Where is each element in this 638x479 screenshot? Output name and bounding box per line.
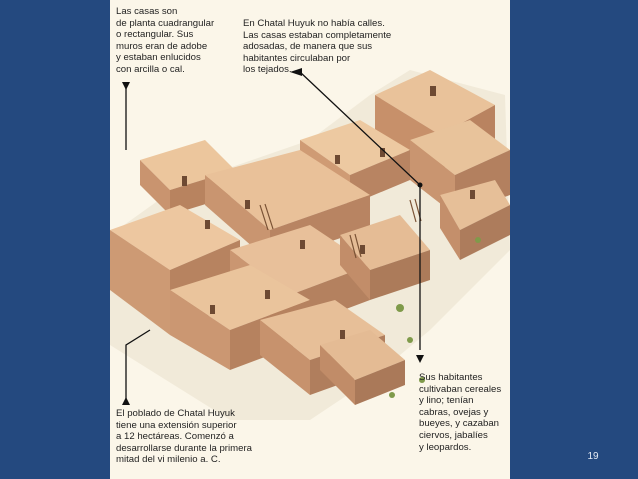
settlement-illustration bbox=[110, 0, 510, 479]
caption-settlement-extent: El poblado de Chatal Huyuk tiene una extensión superior a 12 hectáreas. Comenzó a desarrollarse durante la primera mitad del vi milenio a. C. bbox=[116, 408, 252, 466]
caption-agriculture-livestock: Sus habitantes cultivaban cereales y lino; tenían cabras, ovejas y bueyes, y cazaban ciervos, jabalíes y leopardos. bbox=[419, 372, 502, 453]
page-number: 19 bbox=[587, 451, 599, 462]
caption-no-streets: En Chatal Huyuk no había calles. Las casas estaban completamente adosadas, de manera que sus habitantes circulaban por los tejados. bbox=[243, 18, 392, 76]
caption-houses-plan: Las casas son de planta cuadrangular o rectangular. Sus muros eran de adobe y estaban enlucidos con arcilla o cal. bbox=[116, 6, 215, 75]
